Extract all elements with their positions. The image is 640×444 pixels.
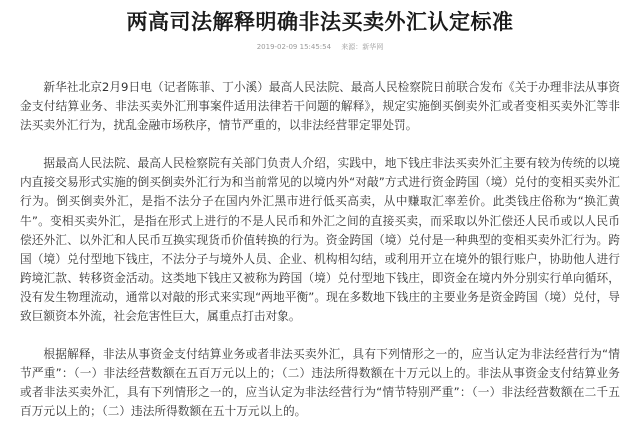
article-body [20,78,620,422]
publish-date: 2019-02-09 15:45:54 [256,43,332,51]
article-paragraph: 据最高人民法院、最高人民检察院有关部门负责人介绍，实践中，地下钱庄非法买卖外汇主要有较为传统的以境内直接交易形式实施的倒买倒卖外汇行为和当前常见的以境内外“对敲”方式进行资金跨国（境）兑付的变相买卖外汇行为。倒买倒卖外汇，是指不法分子在国内外汇黑市进行低买高卖，从中赚取汇率差价。此类钱庄俗称为“换汇黄牛”。变相买卖外汇，是指在形式上进行的不是人民币和外汇之间的直接买卖，而采取以外汇偿还人民币或以人民币偿还外汇、以外汇和人民币互换实现货币价值转换的行为。资金跨国（境）兑付是一种典型的变相买卖外汇行为。跨国（境）兑付型地下钱庄，不法分子与境外人员、企业、机构相勾结，或利用开立在境外的银行账户，协助他人进行跨境汇款、转移资金活动。这类地下钱庄又被称为跨国（境）兑付型地下钱庄，即资金在境内外分别实行单向循环，没有发生物理流动，通常以对敲的形式来实现“两地平衡”。现在多数地下钱庄的主要业务是资金跨国（境）兑付，导致巨额资本外流，社会危害性巨大，属重点打击对象。 [20,156,620,324]
article-paragraph: 根据解释，非法从事资金支付结算业务或者非法买卖外汇，具有下列情形之一的，应当认定为非法经营行为“情节严重”：（一）非法经营数额在五百万元以上的；（二）违法所得数额在十万元以上的。非法从事资金支付结算业务或者非法买卖外汇，具有下列情形之一的，应当认定为非法经营行为“情节特别严重”：（一）非法经营数额在二千五百万元以上的；（二）违法所得数额在五十万元以上的。 [20,347,620,419]
article-source: 来源：新华网 [341,43,384,51]
article-title: 两高司法解释明确非法买卖外汇认定标准 [126,10,514,34]
article-meta [0,42,640,52]
article-paragraph: 新华社北京2月9日电（记者陈菲、丁小溪）最高人民法院、最高人民检察院日前联合发布《关于办理非法从事资金支付结算业务、非法买卖外汇刑事案件适用法律若干问题的解释》，规定实施倒买倒卖外汇或者变相买卖外汇等非法买卖外汇行为，扰乱金融市场秩序，情节严重的，以非法经营罪定罪处罚。 [20,80,620,133]
